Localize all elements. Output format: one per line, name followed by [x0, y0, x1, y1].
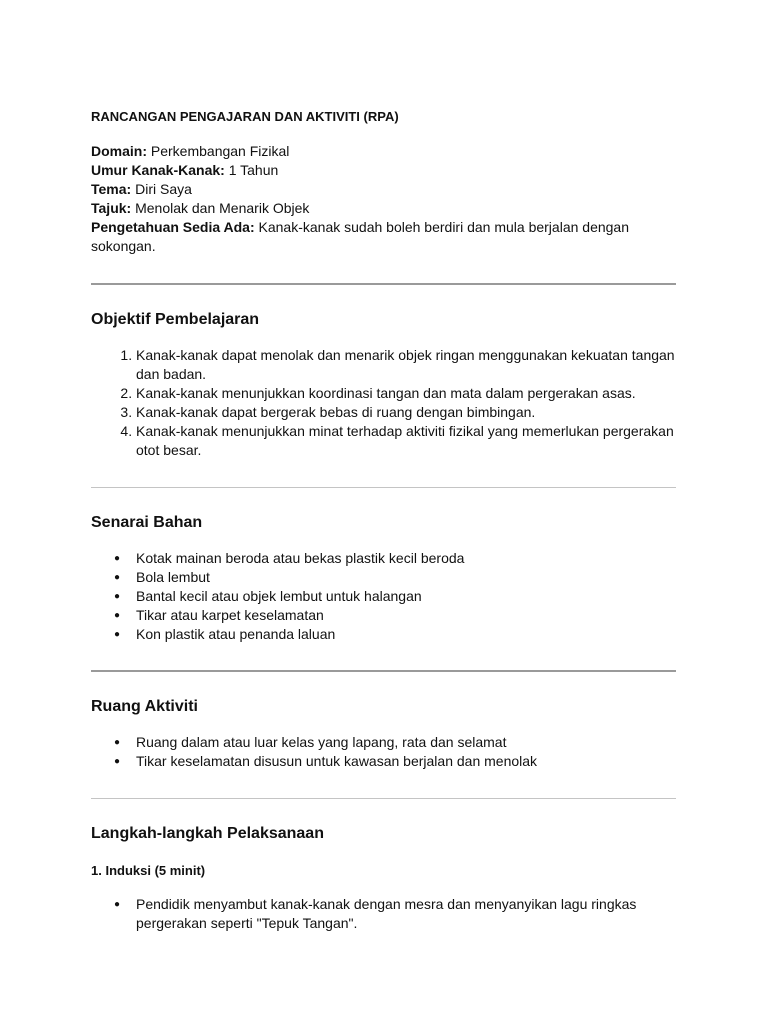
meta-prior-value: Kanak-kanak sudah boleh berdiri dan mula berjalan dengan sokongan.: [91, 219, 629, 254]
meta-domain: [91, 142, 676, 161]
meta-topic: [91, 199, 676, 218]
meta-prior-label: Pengetahuan Sedia Ada:: [91, 219, 255, 235]
objective-item: 2. Kanak-kanak menunjukkan koordinasi tangan dan mata dalam pergerakan asas.: [136, 384, 676, 403]
section-divider: [91, 670, 676, 672]
material-item: ● Bantal kecil atau objek lembut untuk halangan: [136, 587, 676, 606]
step-item: ● Pendidik menyambut kanak-kanak dengan mesra dan menyanyikan lagu ringkas pergerakan seperti "Tepuk Tangan".: [136, 895, 676, 933]
section-divider: [91, 487, 676, 488]
meta-age-value: 1 Tahun: [224, 162, 279, 178]
section-divider: [91, 798, 676, 799]
meta-domain-value: Perkembangan Fizikal: [147, 143, 290, 159]
space-item: ● Tikar keselamatan disusun untuk kawasan berjalan dan menolak: [136, 752, 676, 771]
meta-domain-label: Domain:: [91, 143, 147, 159]
material-item: ● Bola lembut: [136, 568, 676, 587]
space-list: [91, 733, 676, 771]
section-divider: [91, 283, 676, 285]
meta-prior-knowledge: [91, 218, 676, 256]
document-content: [91, 107, 676, 933]
meta-theme-value: Diri Saya: [131, 181, 192, 197]
objective-item: 4. Kanak-kanak menunjukkan minat terhadap aktiviti fizikal yang memerlukan pergerakan otot besar.: [136, 422, 676, 460]
material-item: ● Kotak mainan beroda atau bekas plastik kecil beroda: [136, 549, 676, 568]
meta-topic-value: Menolak dan Menarik Objek: [131, 200, 310, 216]
objective-item: 3. Kanak-kanak dapat bergerak bebas di ruang dengan bimbingan.: [136, 403, 676, 422]
document-title: RANCANGAN PENGAJARAN DAN AKTIVITI (RPA): [91, 109, 399, 124]
steps-heading: Langkah-langkah Pelaksanaan: [91, 825, 324, 842]
objectives-heading: Objektif Pembelajaran: [91, 311, 260, 328]
meta-age: [91, 161, 676, 180]
objective-item: 1. Kanak-kanak dapat menolak dan menarik objek ringan menggunakan kekuatan tangan dan badan.: [136, 346, 676, 384]
space-item: ● Ruang dalam atau luar kelas yang lapang, rata dan selamat: [136, 733, 676, 752]
meta-theme: [91, 180, 676, 199]
materials-list: [91, 549, 676, 644]
step-1-title: 1. Induksi (5 minit): [91, 863, 206, 878]
space-heading: Ruang Aktiviti: [91, 698, 198, 715]
meta-topic-label: Tajuk:: [91, 200, 132, 216]
material-item: ● Kon plastik atau penanda laluan: [136, 625, 676, 644]
meta-theme-label: Tema:: [91, 181, 132, 197]
materials-heading: Senarai Bahan: [91, 514, 203, 531]
objectives-list: [91, 346, 676, 460]
material-item: ● Tikar atau karpet keselamatan: [136, 606, 676, 625]
meta-block: [91, 142, 676, 256]
meta-age-label: Umur Kanak-Kanak:: [91, 162, 225, 178]
step-1-list: [91, 895, 676, 933]
